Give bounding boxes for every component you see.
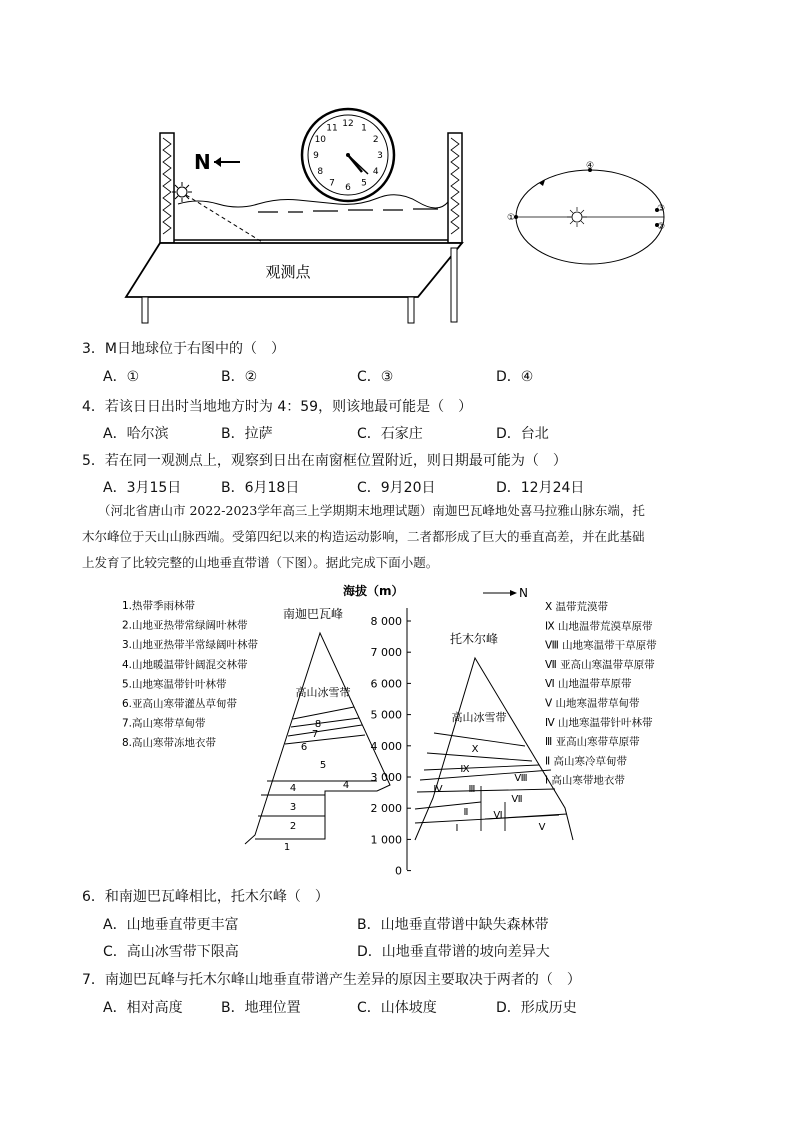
zone-V-label: Ⅴ — [538, 822, 546, 833]
left-legend-item: 4.山地暖温带针阔混交林带 — [122, 658, 248, 671]
zone-1-label: 1 — [283, 842, 291, 853]
clock-number: 8 — [317, 167, 324, 177]
zone-IV-label: Ⅳ — [433, 784, 443, 795]
left-legend-item: 1.热带季雨林带 — [122, 600, 196, 612]
right-legend-item: Ⅰ 高山寒带地衣带 — [545, 774, 625, 787]
q6-stem: 6．和南迦巴瓦峰相比，托木尔峰（ ） — [82, 889, 329, 905]
q5-option-b[interactable]: B．6月18日 — [221, 480, 300, 496]
q4-option-b[interactable]: B．拉萨 — [221, 426, 273, 442]
position-1-label: ① — [507, 213, 516, 223]
zone-VII-label: Ⅶ — [511, 794, 523, 805]
orbit-figure — [503, 158, 678, 278]
clock-number: 3 — [377, 151, 383, 161]
q5-stem: 5．若在同一观测点上，观察到日出在南窗框位置附近，则日期最可能为（ ） — [82, 453, 567, 469]
q3-option-a[interactable]: A．① — [103, 369, 140, 385]
q6-option-d[interactable]: D．山地垂直带谱的坡向差异大 — [357, 944, 550, 960]
right-legend-item: Ⅲ 亚高山寒带草原带 — [545, 736, 640, 749]
altitude-tick-label: 5 000 — [370, 708, 402, 722]
q5-option-d[interactable]: D．12月24日 — [496, 480, 585, 496]
zone-8-label: 8 — [314, 719, 322, 730]
right-window-frame — [448, 133, 462, 243]
q6-option-c[interactable]: C．高山冰雪带下限高 — [103, 944, 239, 960]
q5-option-c[interactable]: C．9月20日 — [357, 480, 436, 496]
left-legend-item: 3.山地亚热带半常绿阔叶林带 — [122, 639, 259, 652]
left-window-frame — [160, 133, 174, 243]
passage-line: （河北省唐山市 2022-2023学年高三上学期期末地理试题）南迦巴瓦峰地处喜马拉雅山脉东端，托 — [98, 503, 645, 518]
sun-icon — [172, 182, 192, 202]
q5-option-a[interactable]: A．3月15日 — [103, 480, 182, 496]
zone-VIII-label: Ⅷ — [514, 773, 528, 784]
zone-I-label: Ⅰ — [455, 823, 459, 834]
clock-number: 10 — [314, 135, 327, 145]
altitude-tick-label: 0 — [395, 864, 402, 878]
left-peak-title: 南迦巴瓦峰 — [283, 607, 344, 621]
q6-option-b[interactable]: B．山地垂直带谱中缺失森林带 — [357, 917, 549, 933]
clock-icon — [302, 109, 394, 201]
left-legend-item: 6.亚高山寒带灌丛草甸带 — [122, 698, 238, 710]
left-snow-label: 高山冰雪带 — [295, 686, 351, 699]
q3-option-d[interactable]: D．④ — [496, 369, 534, 385]
clock-number: 1 — [361, 123, 367, 134]
q4-stem: 4．若该日日出时当地地方时为 4：59，则该地最可能是（ ） — [82, 399, 473, 415]
right-legend-item: Ⅳ 山地寒温带针叶林带 — [545, 716, 653, 729]
q3-option-c[interactable]: C．③ — [357, 369, 394, 385]
axis-title: 海拔（m） — [343, 584, 404, 598]
right-legend-item: Ⅶ 亚高山寒温带草原带 — [545, 658, 655, 671]
clock-number: 4 — [372, 167, 379, 177]
right-legend-item: Ⅴ 山地寒温带草甸带 — [545, 697, 640, 710]
zone-6-label: 6 — [300, 742, 308, 753]
position-2-label: ② — [657, 222, 666, 232]
observation-point-label: 观测点 — [265, 263, 311, 281]
q7-option-a[interactable]: A．相对高度 — [103, 1000, 183, 1016]
sun-icon — [567, 207, 587, 227]
clock-number: 9 — [313, 151, 319, 161]
right-snow-label: 高山冰雪带 — [451, 711, 507, 724]
observation-figure — [118, 100, 478, 325]
vertical-zone-figure — [115, 578, 695, 878]
zone-4b-label: 4 — [342, 780, 350, 791]
q6-option-a[interactable]: A．山地垂直带更丰富 — [103, 917, 239, 933]
position-4-label: ④ — [586, 161, 595, 171]
passage-line: 上发育了比较完整的山地垂直带谱（下图）。据此完成下面小题。 — [82, 555, 439, 570]
north-label: N — [519, 586, 528, 600]
north-label: N — [194, 150, 211, 174]
altitude-tick-label: 1 000 — [370, 833, 402, 847]
altitude-tick-label: 3 000 — [370, 771, 402, 784]
zone-3-label: 3 — [289, 802, 297, 813]
q7-option-b[interactable]: B．地理位置 — [221, 1000, 301, 1016]
zone-4-label: 4 — [289, 783, 297, 794]
zone-VI-label: Ⅵ — [493, 810, 503, 821]
altitude-tick-label: 8 000 — [370, 615, 402, 628]
zone-7-label: 7 — [311, 729, 319, 740]
zone-5-label: 5 — [319, 760, 327, 771]
q3-stem: 3．M日地球位于右图中的（ ） — [82, 341, 285, 357]
passage — [82, 498, 722, 576]
position-3-label: ③ — [657, 204, 666, 214]
clock-number: 5 — [361, 178, 367, 189]
zone-X-label: Ⅹ — [471, 744, 479, 755]
q7-stem: 7．南迦巴瓦峰与托木尔峰山地垂直带谱产生差异的原因主要取决于两者的（ ） — [82, 972, 581, 988]
zone-II-label: Ⅱ — [463, 807, 469, 818]
left-legend-item: 2.山地亚热带常绿阔叶林带 — [122, 619, 248, 632]
right-legend-item: Ⅵ 山地温带草原带 — [545, 678, 632, 691]
altitude-tick-label: 2 000 — [370, 802, 402, 816]
clock-number: 11 — [326, 123, 338, 134]
q7-option-d[interactable]: D．形成历史 — [496, 1000, 577, 1016]
right-legend-item: Ⅷ 山地寒温带干草原带 — [545, 639, 657, 652]
right-legend-item: Ⅱ 高山寒冷草甸带 — [545, 755, 628, 768]
q4-option-d[interactable]: D．台北 — [496, 426, 549, 442]
q3-option-b[interactable]: B．② — [221, 369, 258, 385]
clock-number: 2 — [372, 135, 379, 145]
q4-option-a[interactable]: A．哈尔滨 — [103, 426, 169, 442]
clock-number: 12 — [342, 119, 354, 129]
left-legend-item: 7.高山寒带草甸带 — [122, 717, 206, 730]
right-legend-item: Ⅸ 山地温带荒漠草原带 — [545, 620, 653, 633]
zone-III-label: Ⅲ — [468, 784, 476, 795]
altitude-tick-label: 4 000 — [370, 739, 402, 753]
passage-line: 木尔峰位于天山山脉西端。受第四纪以来的构造运动影响，二者都形成了巨大的垂直高差，并在此基础 — [82, 529, 645, 544]
left-legend-item: 8.高山寒带冻地衣带 — [122, 737, 217, 750]
zone-IX-label: Ⅸ — [460, 764, 470, 775]
q7-option-c[interactable]: C．山体坡度 — [357, 1000, 437, 1016]
q4-option-c[interactable]: C．石家庄 — [357, 426, 423, 442]
right-legend-item: Ⅹ 温带荒漠带 — [545, 601, 609, 613]
zone-2-label: 2 — [289, 821, 297, 832]
left-legend-item: 5.山地寒温带针叶林带 — [122, 678, 227, 691]
right-peak-title: 托木尔峰 — [450, 632, 499, 646]
altitude-tick-label: 6 000 — [370, 677, 402, 691]
altitude-tick-label: 7 000 — [370, 646, 402, 660]
clock-number: 7 — [329, 178, 335, 189]
clock-number: 6 — [345, 183, 351, 193]
